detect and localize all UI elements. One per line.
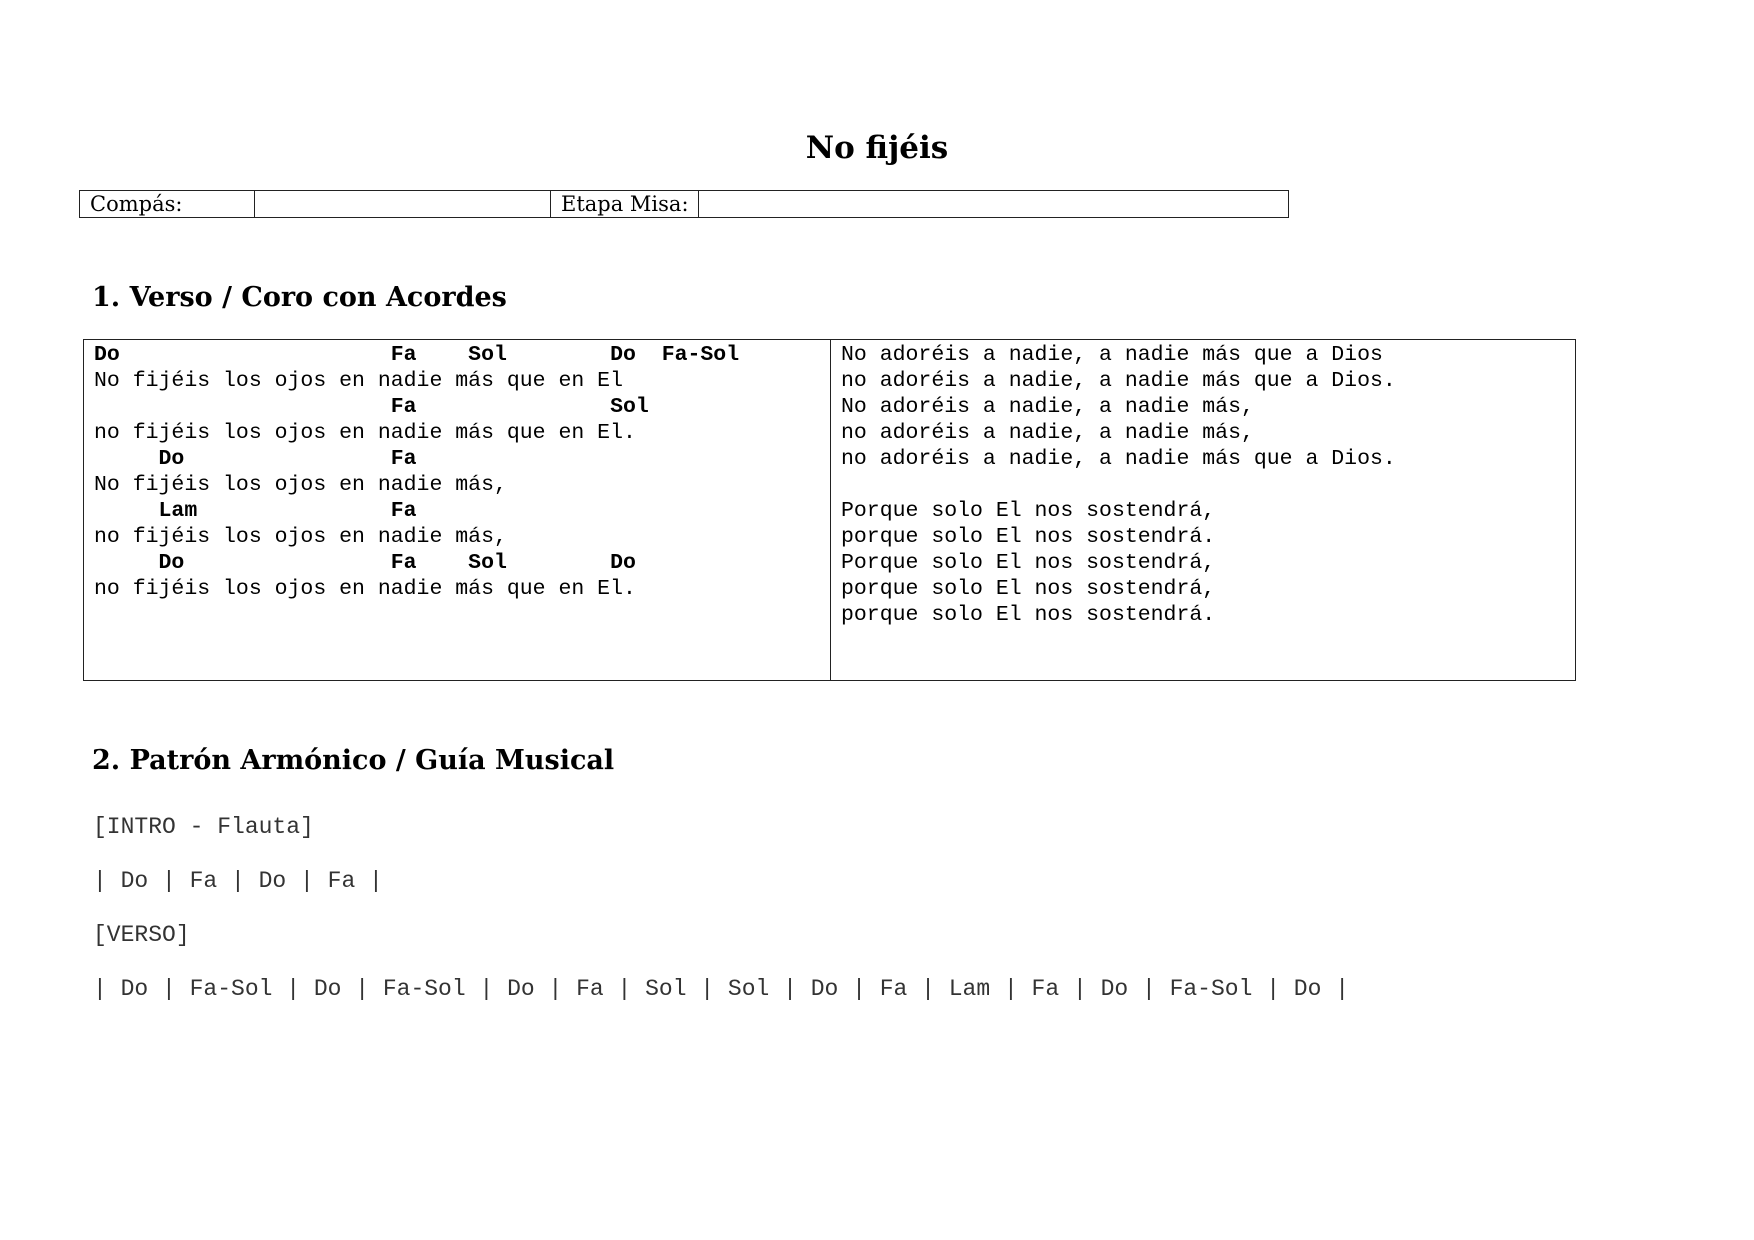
- blank-line: [841, 472, 1565, 498]
- chord-line: Do Fa: [94, 447, 417, 471]
- lyric-line: no adoréis a nadie, a nadie más que a Dios.: [841, 369, 1396, 393]
- verse-lyrics-column: [831, 340, 1575, 680]
- lyric-line: No fijéis los ojos en nadie más que en El: [94, 369, 623, 393]
- lyric-line: Porque solo El nos sostendrá,: [841, 499, 1216, 523]
- etapa-label: Etapa Misa:: [551, 191, 699, 217]
- lyric-line: porque solo El nos sostendrá.: [841, 525, 1216, 549]
- compas-label: Compás:: [80, 191, 255, 217]
- lyric-line: no adoréis a nadie, a nadie más que a Dios.: [841, 447, 1396, 471]
- section-2-title: 2. Patrón Armónico / Guía Musical: [92, 745, 615, 776]
- verse-table: [83, 339, 1576, 681]
- guide-chord-pattern: | Do | Fa | Do | Fa |: [93, 868, 383, 894]
- compas-value: [255, 191, 551, 217]
- info-table: [79, 190, 1289, 218]
- chord-line: Do Fa Sol Do Fa-Sol: [94, 343, 740, 367]
- guide-section-label: [INTRO - Flauta]: [93, 814, 314, 840]
- etapa-value: [699, 191, 1288, 217]
- guide-section-label: [VERSO]: [93, 922, 190, 948]
- chord-line: Fa Sol: [94, 395, 649, 419]
- verse-chords-column: [84, 340, 831, 680]
- lyric-line: no adoréis a nadie, a nadie más,: [841, 421, 1254, 445]
- lyric-line: no fijéis los ojos en nadie más que en El.: [94, 421, 636, 445]
- lyric-line: Porque solo El nos sostendrá,: [841, 551, 1216, 575]
- lyric-line: No adoréis a nadie, a nadie más que a Dios: [841, 343, 1383, 367]
- lyric-line: no fijéis los ojos en nadie más que en El.: [94, 577, 636, 601]
- lyric-line: No adoréis a nadie, a nadie más,: [841, 395, 1254, 419]
- chord-line: Do Fa Sol Do: [94, 551, 636, 575]
- section-1-title: 1. Verso / Coro con Acordes: [92, 282, 507, 313]
- lyric-line: no fijéis los ojos en nadie más,: [94, 525, 507, 549]
- guide-chord-pattern: | Do | Fa-Sol | Do | Fa-Sol | Do | Fa | Sol | Sol | Do | Fa | Lam | Fa | Do | Fa-Sol | Do |: [93, 976, 1350, 1002]
- lyric-line: No fijéis los ojos en nadie más,: [94, 473, 507, 497]
- lyric-line: porque solo El nos sostendrá.: [841, 603, 1216, 627]
- harmonic-guide: [93, 813, 1349, 1029]
- lyric-line: porque solo El nos sostendrá,: [841, 577, 1216, 601]
- chord-line: Lam Fa: [94, 499, 417, 523]
- page-title: No fijéis: [805, 130, 949, 166]
